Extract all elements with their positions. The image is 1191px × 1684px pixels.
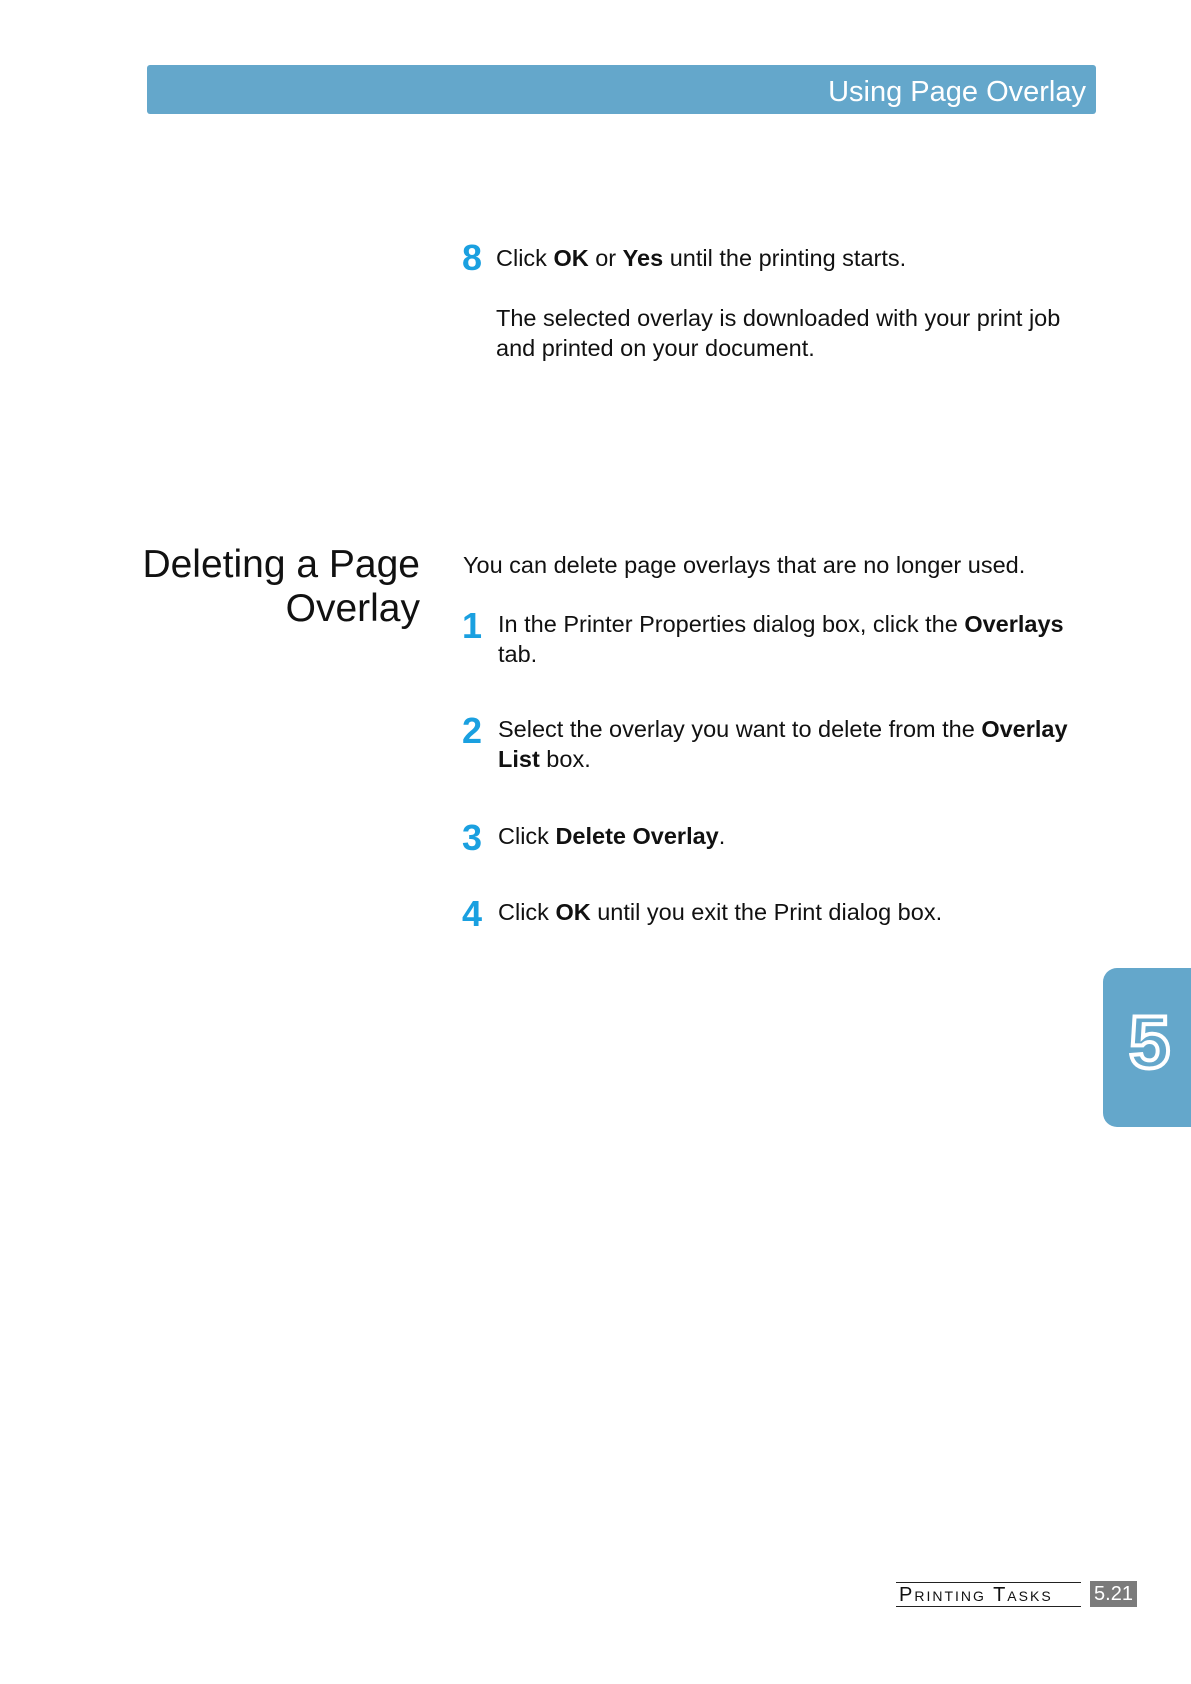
step-4-text — [498, 897, 1098, 927]
overlay-list-label: Overlay List — [498, 716, 1068, 772]
step-8-text-part: until the printing starts. — [663, 245, 907, 271]
step-3-text-part: . — [718, 823, 726, 849]
footer-section-text: Printing Tasks — [899, 1584, 1053, 1606]
overlays-tab-label: Overlays — [964, 611, 1064, 637]
header-bar — [147, 65, 1096, 114]
step-8-text-part: or — [588, 245, 623, 271]
step-number-4: 4 — [462, 893, 483, 934]
yes-label: Yes — [622, 245, 664, 271]
section-heading-line-1: Deleting a Page — [142, 543, 420, 586]
ok-label: OK — [555, 899, 591, 925]
section-heading — [100, 543, 420, 631]
step-number-2: 2 — [462, 710, 483, 751]
step-8-text-part: Click — [496, 245, 554, 271]
step-number-3: 3 — [462, 817, 483, 858]
step-3-text — [498, 821, 1098, 851]
page-title: Using Page Overlay — [828, 76, 1086, 108]
step-3-text-part: Click — [498, 823, 556, 849]
step-number-1: 1 — [462, 605, 483, 646]
ok-label: OK — [553, 245, 589, 271]
step-1-text-part: In the Printer Properties dialog box, click the — [498, 611, 965, 637]
step-2-text — [498, 714, 1108, 774]
chapter-number: 5 — [1129, 1001, 1171, 1084]
step-2-text-part: Select the overlay you want to delete from the — [498, 716, 982, 742]
step-8-note: The selected overlay is downloaded with your print job and printed on your document. — [496, 305, 1061, 361]
section-heading-line-2: Overlay — [285, 587, 420, 630]
step-2-text-part: box. — [539, 746, 591, 772]
footer-section-name — [896, 1582, 1081, 1607]
page-number: 5.21 — [1090, 1581, 1137, 1607]
section-intro: You can delete page overlays that are no longer used. — [463, 552, 1026, 578]
step-4-text-part: Click — [498, 899, 556, 925]
step-8-text — [496, 243, 1106, 273]
delete-overlay-label: Delete Overlay — [555, 823, 719, 849]
chapter-tab — [1103, 968, 1191, 1127]
step-number-8: 8 — [462, 237, 483, 278]
step-1-text — [498, 609, 1098, 669]
step-4-text-part: until you exit the Print dialog box. — [590, 899, 943, 925]
step-1-text-part: tab. — [498, 641, 538, 667]
